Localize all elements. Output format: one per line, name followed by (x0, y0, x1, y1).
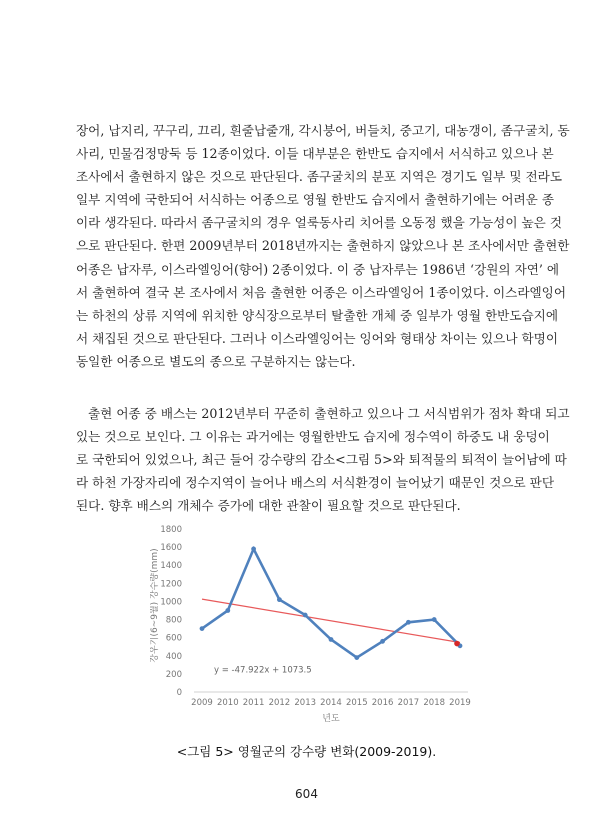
x-axis-label: 년도 (322, 714, 340, 724)
x-tick-label: 2018 (423, 698, 446, 708)
text-line: 는 하천의 상류 지역에 위치한 양식장으로부터 탈출한 개체 중 일부가 영월 한반도습지에 (76, 307, 558, 323)
text-line: 이라 생각된다. 따라서 좀구굴치의 경우 얼룩동사리 치어를 오동정 했을 가능성이 높은 것 (76, 215, 562, 231)
data-point (329, 637, 334, 642)
data-point (277, 597, 282, 602)
text-line: 서 출현하여 결국 본 조사에서 처음 출현한 어종은 이스라엘잉어 1종이었다. 이스라엘잉어 (76, 284, 567, 300)
x-tick-label: 2009 (191, 698, 213, 708)
trend-equation: y = -47.922x + 1073.5 (214, 665, 312, 676)
body-paragraph-2 (76, 402, 570, 517)
y-tick-label: 1200 (160, 579, 182, 590)
x-tick-label: 2012 (268, 698, 291, 708)
x-tick-label: 2013 (294, 698, 317, 708)
y-tick-label: 800 (165, 615, 182, 626)
text-line: 사리, 민물검정망둑 등 12종이었다. 이들 대부분은 한반도 습지에서 서식하고 있으나 본 (76, 146, 554, 162)
y-tick-label: 200 (165, 669, 182, 680)
y-axis-label: 강우기(6~9월) 강수량(mm) (150, 548, 160, 663)
x-tick-label: 2015 (345, 698, 368, 708)
data-point (303, 613, 308, 618)
x-tick-label: 2017 (397, 698, 420, 708)
y-tick-label: 1000 (160, 597, 182, 608)
text-line: 로 국한되어 있었으나, 최근 들어 강수량의 감소<그림 5>와 퇴적물의 퇴적이 늘어남에 따 (76, 452, 567, 468)
trend-end-marker (454, 641, 460, 647)
y-tick-label: 0 (176, 688, 182, 698)
data-point (200, 626, 205, 631)
x-tick-label: 2010 (216, 698, 239, 708)
figure-caption: <그림 5> 영월군의 강수량 변화(2009-2019). (176, 744, 437, 759)
x-tick-label: 2011 (242, 698, 265, 708)
text-line: 으로 판단된다. 한편 2009년부터 2018년까지는 출현하지 않았으나 본 조사에서만 출현한 (76, 238, 570, 254)
text-line: 조사에서 출현하지 않은 것으로 판단된다. 좀구굴치의 분포 지역은 경기도 일부 및 전라도 (76, 169, 562, 185)
data-point (406, 620, 411, 625)
y-tick-label: 600 (165, 633, 182, 644)
text-line: 있는 것으로 보인다. 그 이유는 과거에는 영월한반도 습지에 정수역이 하중도 내 웅덩이 (76, 429, 550, 445)
data-point (251, 547, 256, 552)
data-point (432, 617, 437, 622)
text-line: 서 채집된 것으로 판단된다. 그러나 이스라엘잉어는 잉어와 형태상 차이는 있으나 학명이 (76, 330, 558, 346)
data-point (354, 655, 359, 660)
data-point (225, 608, 230, 613)
data-point (380, 639, 385, 644)
x-tick-label: 2019 (449, 698, 471, 708)
page-number: 604 (295, 787, 318, 801)
y-tick-label: 400 (165, 651, 182, 662)
text-line: 장어, 납지리, 꾸구리, 끄리, 흰줄납줄개, 각시붕어, 버들치, 중고기, 대농갱이, 좀구굴치, 동 (76, 123, 570, 138)
x-tick-label: 2016 (371, 698, 394, 708)
x-tick-label: 2014 (320, 698, 342, 708)
y-tick-label: 1800 (160, 525, 182, 535)
text-line: 된다. 향후 배스의 개체수 증가에 대한 관찰이 필요할 것으로 판단된다. (76, 498, 461, 514)
text-line: 출현 어종 중 배스는 2012년부터 꾸준히 출현하고 있으나 그 서식범위가 점차 확대 되고 (88, 406, 570, 421)
rainfall-line-chart (150, 520, 480, 730)
text-line: 라 하천 가장자리에 정수지역이 늘어나 배스의 서식환경이 늘어났기 때문인 것으로 판단 (76, 475, 554, 491)
text-line: 일부 지역에 국한되어 서식하는 어종으로 영월 한반도 습지에서 출현하기에는 어려운 종 (76, 192, 554, 208)
text-line: 어종은 납자루, 이스라엘잉어(향어) 2종이었다. 이 중 납자루는 1986년 ‘강원의 자연’ 에 (76, 261, 560, 277)
y-tick-label: 1400 (160, 561, 182, 572)
body-paragraph-1 (76, 119, 570, 373)
text-line: 동일한 어종으로 별도의 종으로 구분하지는 않는다. (76, 353, 356, 369)
y-tick-label: 1600 (160, 543, 182, 554)
